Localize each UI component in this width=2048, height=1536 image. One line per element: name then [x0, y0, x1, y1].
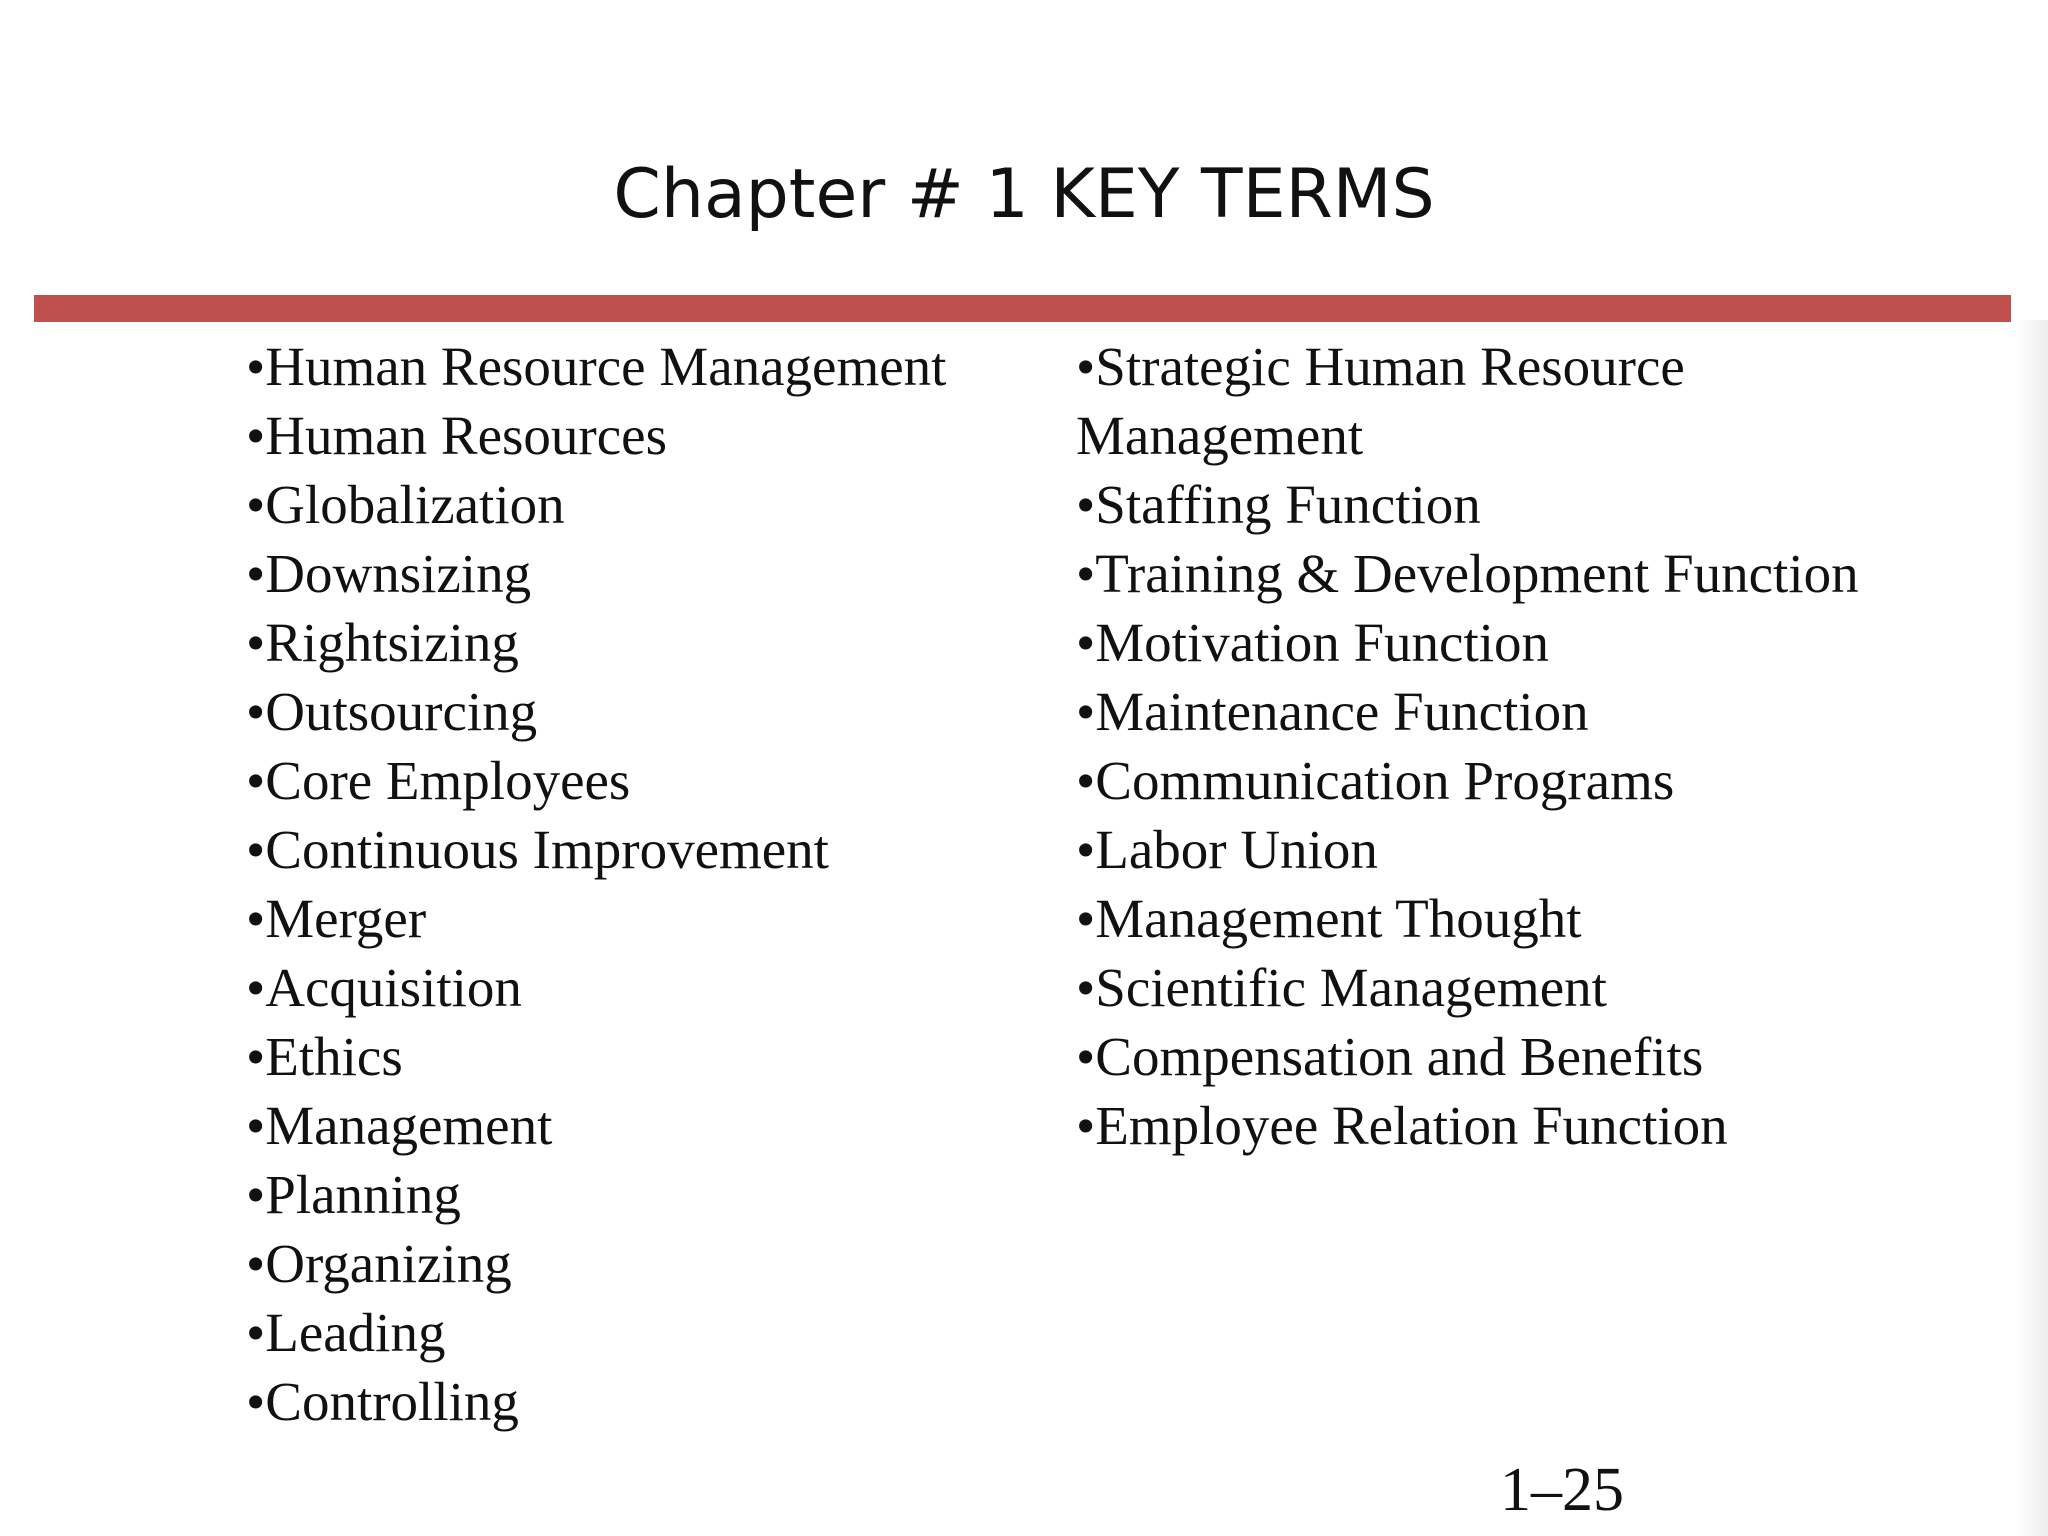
key-term-item [1076, 1022, 1976, 1091]
key-term-item [246, 539, 1046, 608]
key-term-text: Strategic Human Resource Management [1076, 336, 1685, 466]
bullet-glyph: • [246, 1095, 266, 1156]
key-terms-right-column [1076, 332, 1976, 1160]
slide-edge-shadow [2016, 320, 2048, 1536]
key-term-text: Human Resources [265, 405, 667, 466]
bullet-glyph: • [1076, 750, 1096, 811]
key-term-text: Employee Relation Function [1095, 1095, 1728, 1156]
key-terms-left-column [246, 332, 1046, 1436]
key-term-item [1076, 884, 1976, 953]
key-term-text: Maintenance Function [1095, 681, 1589, 742]
bullet-glyph: • [246, 543, 266, 604]
key-term-item [246, 608, 1046, 677]
key-term-item [1076, 332, 1716, 470]
key-term-text: Core Employees [265, 750, 631, 811]
key-term-item [246, 1160, 1046, 1229]
bullet-glyph: • [246, 750, 266, 811]
key-term-text: Management [265, 1095, 553, 1156]
key-term-text: Leading [265, 1302, 446, 1363]
key-term-item [246, 401, 1046, 470]
bullet-glyph: • [1076, 819, 1096, 880]
key-term-text: Planning [265, 1164, 461, 1225]
key-term-text: Ethics [265, 1026, 403, 1087]
key-term-item [1076, 1091, 1976, 1160]
key-term-text: Communication Programs [1095, 750, 1675, 811]
key-term-text: Staffing Function [1095, 474, 1481, 535]
key-term-text: Controlling [265, 1371, 519, 1432]
key-term-item [1076, 953, 1976, 1022]
bullet-glyph: • [246, 819, 266, 880]
key-term-text: Labor Union [1095, 819, 1378, 880]
bullet-glyph: • [246, 474, 266, 535]
key-term-item [246, 470, 1046, 539]
bullet-glyph: • [1076, 1095, 1096, 1156]
key-term-item [246, 746, 1046, 815]
key-term-item [246, 815, 1046, 884]
bullet-glyph: • [246, 681, 266, 742]
bullet-glyph: • [1076, 474, 1096, 535]
key-term-item [246, 953, 1046, 1022]
key-term-item [246, 332, 1046, 401]
bullet-glyph: • [1076, 957, 1096, 1018]
bullet-glyph: • [246, 1164, 266, 1225]
key-term-item [1076, 677, 1976, 746]
key-term-text: Motivation Function [1095, 612, 1550, 673]
bullet-glyph: • [246, 1371, 266, 1432]
key-term-text: Continuous Improvement [265, 819, 829, 880]
key-term-text: Human Resource Management [265, 336, 947, 397]
slide-page-number: 1–25 [1500, 1456, 1624, 1524]
bullet-glyph: • [1076, 681, 1096, 742]
key-term-text: Training & Development Function [1095, 543, 1859, 604]
bullet-glyph: • [246, 1026, 266, 1087]
bullet-glyph: • [1076, 612, 1096, 673]
key-term-item [1076, 815, 1976, 884]
key-term-item [246, 1091, 1046, 1160]
bullet-glyph: • [246, 957, 266, 1018]
key-term-item [1076, 470, 1976, 539]
bullet-glyph: • [1076, 543, 1096, 604]
key-term-item [1076, 608, 1976, 677]
key-term-text: Rightsizing [265, 612, 519, 673]
key-term-item [246, 677, 1046, 746]
key-term-item [1076, 746, 1976, 815]
bullet-glyph: • [246, 612, 266, 673]
key-term-text: Outsourcing [265, 681, 538, 742]
key-term-text: Management Thought [1095, 888, 1582, 949]
bullet-glyph: • [1076, 1026, 1096, 1087]
bullet-glyph: • [246, 888, 266, 949]
title-divider-bar [34, 295, 2011, 322]
key-term-item [1076, 539, 1976, 608]
key-term-text: Merger [265, 888, 427, 949]
key-term-item [246, 884, 1046, 953]
bullet-glyph: • [246, 1233, 266, 1294]
bullet-glyph: • [1076, 888, 1096, 949]
key-term-item [246, 1367, 1046, 1436]
slide-title: Chapter # 1 KEY TERMS [613, 155, 1435, 234]
key-term-item [246, 1229, 1046, 1298]
key-term-text: Organizing [265, 1233, 512, 1294]
key-term-item [246, 1298, 1046, 1367]
bullet-glyph: • [246, 1302, 266, 1363]
key-term-text: Downsizing [265, 543, 532, 604]
bullet-glyph: • [246, 336, 266, 397]
bullet-glyph: • [1076, 336, 1096, 397]
key-term-item [246, 1022, 1046, 1091]
key-term-text: Globalization [265, 474, 565, 535]
key-term-text: Acquisition [265, 957, 522, 1018]
bullet-glyph: • [246, 405, 266, 466]
key-term-text: Scientific Management [1095, 957, 1607, 1018]
key-term-text: Compensation and Benefits [1095, 1026, 1704, 1087]
